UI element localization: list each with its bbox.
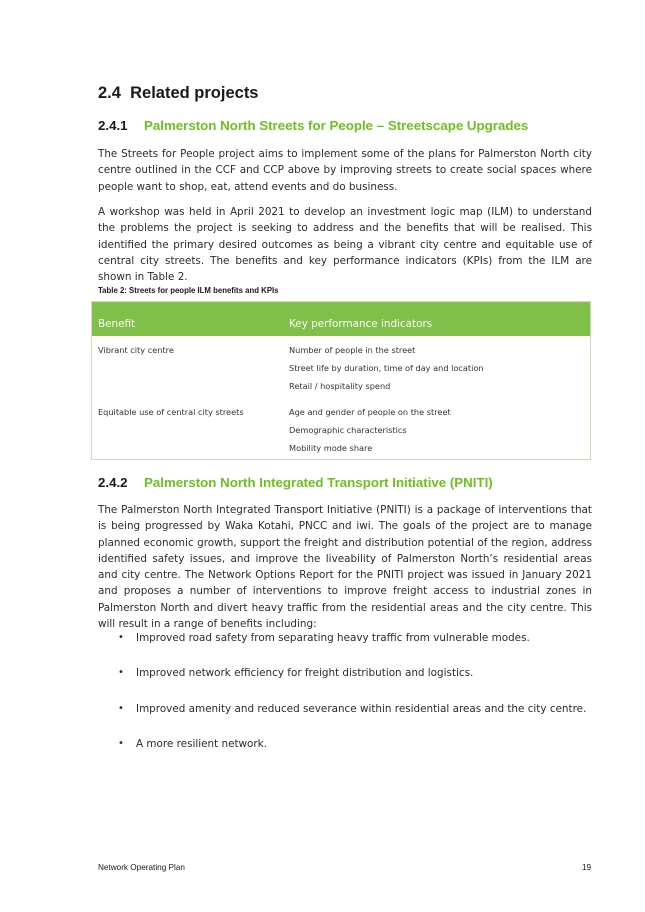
list-item-text: A more resilient network. [136, 737, 267, 750]
bullet-icon: • [118, 632, 124, 643]
table-cell-benefit: Equitable use of central city streets [98, 407, 244, 417]
table-caption: Table 2: Streets for people ILM benefits and KPIs [98, 286, 279, 295]
subsection-title-2: Palmerston North Integrated Transport Initiative (PNITI) [144, 475, 493, 490]
bullet-icon: • [118, 737, 124, 749]
section-heading [98, 84, 258, 103]
subsection-title-1: Palmerston North Streets for People – Streetscape Upgrades [144, 118, 529, 133]
list-item-text: Improved amenity and reduced severance within residential areas and the city centre. [136, 702, 587, 715]
table-cell-kpi: Age and gender of people on the street [289, 407, 451, 417]
paragraph-streets-intro: The Streets for People project aims to implement some of the plans for Palmerston North city centre outlined in the CCF and CCP above by improving streets to create social spaces where people want to shop, eat, attend events and do business. [98, 148, 592, 193]
table-cell-kpi: Number of people in the street [289, 345, 416, 355]
table-cell-kpi: Street life by duration, time of day and location [289, 363, 484, 373]
section-number: 2.4 [98, 84, 121, 102]
paragraph-workshop: A workshop was held in April 2021 to develop an investment logic map (ILM) to understand the problems the project is seeking to address and the benefits that will be realised. This identified the primary desired outcomes as being a vibrant city centre and equitable use of central city streets. The benefits and key performance indicators (KPIs) from the ILM are shown in Table 2. [98, 206, 592, 284]
table-header-benefit: Benefit [98, 318, 136, 330]
list-item [98, 736, 592, 752]
list-item-text: Improved network efficiency for freight distribution and logistics. [136, 667, 474, 680]
table-header-kpi: Key performance indicators [289, 318, 433, 330]
subsection-heading-2 [98, 475, 493, 490]
list-item [98, 701, 592, 717]
subsection-number-2: 2.4.2 [98, 475, 128, 490]
footer-document-title: Network Operating Plan [98, 863, 185, 872]
footer-page-number: 19 [582, 863, 592, 872]
table-cell-benefit: Vibrant city centre [98, 345, 174, 355]
subsection-heading-1 [98, 118, 528, 133]
bullet-icon: • [118, 667, 124, 679]
section-title: Related projects [130, 84, 259, 102]
list-item [98, 630, 592, 646]
list-item-text: Improved road safety from separating heavy traffic from vulnerable modes. [136, 632, 530, 644]
bullet-icon: • [118, 702, 124, 714]
table-cell-kpi: Retail / hospitality spend [289, 381, 391, 391]
table-cell-kpi: Mobility mode share [289, 443, 373, 453]
benefits-kpi-table [91, 301, 591, 460]
paragraph-pniti: The Palmerston North Integrated Transport Initiative (PNITI) is a package of interventions that is being progressed by Waka Kotahi, PNCC and iwi. The goals of the project are to manage planned economic growth, support the freight and distribution potential of the region, address identified safety issues, and improve the liveability of Palmerston North’s residential areas and city centre. The Network Options Report for the PNITI project was issued in January 2021 and proposes a number of interventions to improve freight access to industrial zones in Palmerston North and divert heavy traffic from the residential areas and the city centre. This will result in a range of benefits including: [98, 504, 592, 631]
subsection-number-1: 2.4.1 [98, 118, 128, 133]
table-cell-kpi: Demographic characteristics [289, 425, 407, 435]
list-item [98, 665, 592, 681]
table-header-row [92, 302, 590, 336]
benefits-bullet-list [98, 630, 592, 752]
